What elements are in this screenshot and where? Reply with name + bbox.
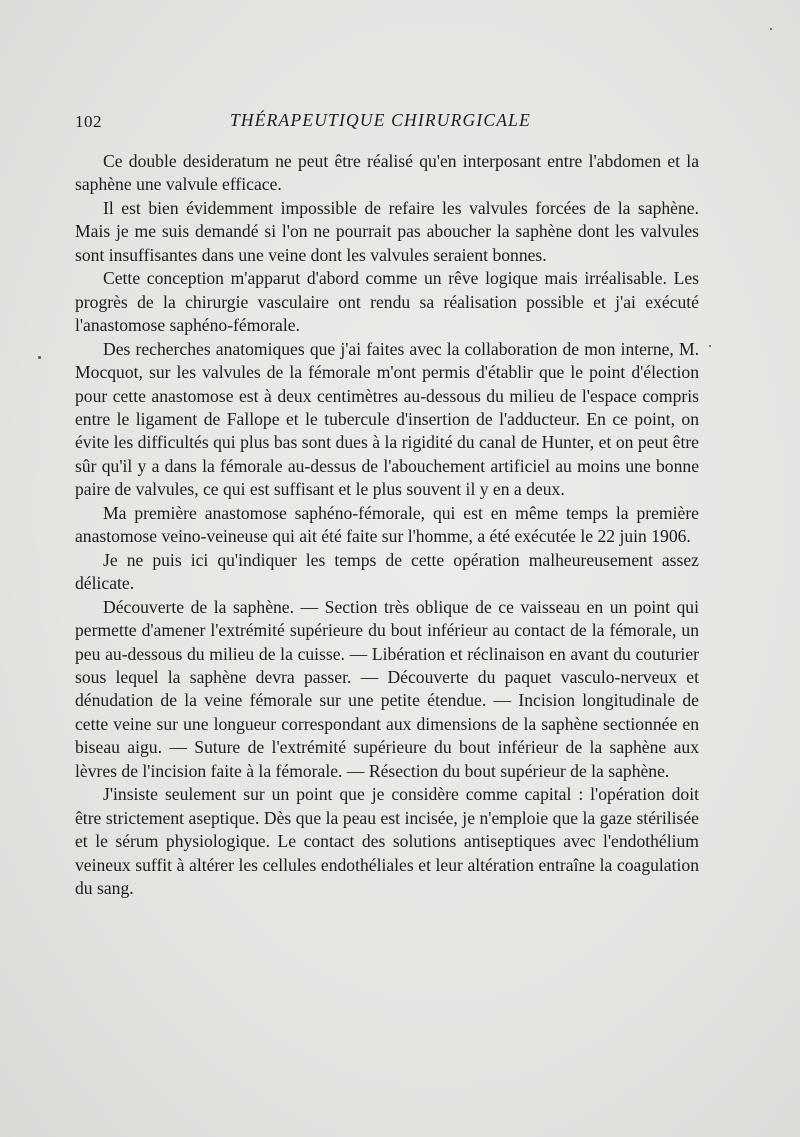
paragraph: Cette conception m'apparut d'abord comme un rêve logique mais irréalisable. Les progrès de la chirurgie vasculaire ont rendu sa réalisation possible et j'ai exécuté l'anastomose saphéno-fémorale. — [75, 268, 699, 336]
page-number: 102 — [75, 112, 102, 131]
paragraph: Je ne puis ici qu'indiquer les temps de cette opération malheureusement assez délicate. — [75, 549, 699, 594]
paragraph: Découverte de la saphène. — Section très oblique de ce vaisseau en un point qui permette d'amener l'extrémité supérieure du bout inférieur au contact de la fémorale, un peu au-dessous du milieu de la cuisse. — Libération et réclinaison en avant du couturier sous lequel la saphène devra passer. — Découverte du paquet vasculo-nerveux et dénudation de la veine fémorale sur une petite étendue. — Incision longitudinale de cette veine sur une longueur correspondant aux dimensions de la saphène sectionnée en biseau aigu. — Suture de l'extrémité supérieure du bout inférieur de la saphène aux lèvres de l'incision faite à la fémorale. — Résection du bout supérieur de la saphène. — [75, 596, 699, 781]
paragraph: Ma première anastomose saphéno-fémorale, qui est en même temps la première anastomose veino-veineuse qui ait été faite sur l'homme, a été exécutée le 22 juin 1906. — [75, 502, 699, 547]
running-head — [75, 110, 700, 140]
running-title: THÉRAPEUTIQUE CHIRURGICALE — [230, 110, 531, 130]
paragraph: Il est bien évidemment impossible de refaire les valvules forcées de la saphène. Mais je me suis demandé si l'on ne pourrait pas aboucher la saphène dont les valvules sont insuffisantes dans une veine dont les valvules seraient bonnes. — [75, 197, 699, 265]
paragraph: J'insiste seulement sur un point que je considère comme capital : l'opération doit être strictement aseptique. Dès que la peau est incisée, je n'emploie que la gaze stérilisée et le sérum physiologique. Le contact des solutions antiseptiques avec l'endothélium veineux suffit à altérer les cellules endothéliales et leur altération entraîne la coagulation du sang. — [75, 784, 699, 899]
paragraph: Ce double desideratum ne peut être réalisé qu'en interposant entre l'abdomen et la saphène une valvule efficace. — [75, 151, 699, 195]
paper-speck — [770, 28, 772, 30]
paper-speck — [38, 356, 41, 359]
body-text — [75, 150, 699, 901]
paragraph: Des recherches anatomiques que j'ai faites avec la collaboration de mon interne, M. Mocquot, sur les valvules de la fémorale m'ont permis d'établir que le point d'élection pour cette anastomose est à deux centimètres au-dessous du milieu de l'espace compris entre le ligament de Fallope et le tubercule d'insertion de l'adducteur. En ce point, on évite les difficultés qui plus bas sont dues à la rigidité du canal de Hunter, et on peut être sûr qu'il y a dans la fémorale au-dessus de l'abouchement artificiel au moins une bonne paire de valvules, ce qui est suffisant et le plus souvent il y en a deux. — [75, 338, 699, 500]
paper-speck — [709, 345, 711, 347]
